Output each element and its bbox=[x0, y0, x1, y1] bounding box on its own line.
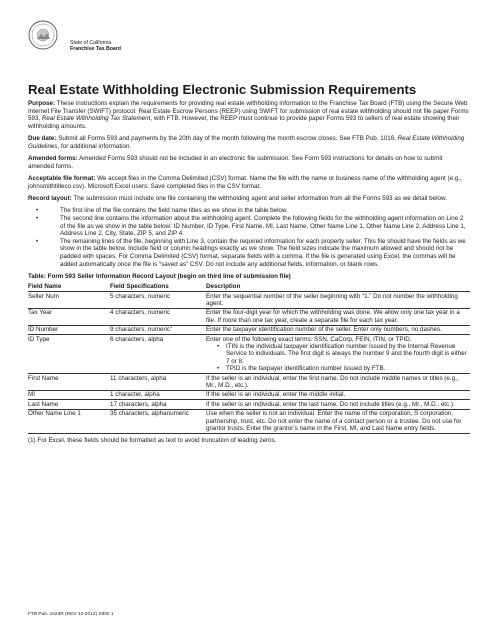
due-date-text-2: , for additional information. bbox=[57, 142, 132, 150]
subbullet-item: • TPID is the taxpayer identification number issued by FTB. bbox=[206, 365, 470, 372]
california-seal-icon bbox=[28, 20, 58, 50]
table-row bbox=[28, 390, 470, 399]
purpose-paragraph bbox=[28, 100, 470, 131]
field-name-cell: MI bbox=[28, 390, 110, 399]
description-cell: If the seller is an individual, enter the last name. Do not include titles (e.g., Mr., M.D., etc.). bbox=[206, 400, 470, 409]
record-layout-label: Record layout: bbox=[28, 194, 72, 202]
franchise-tax-board-name: Franchise Tax Board bbox=[70, 46, 121, 53]
column-header-description: Description bbox=[206, 283, 470, 292]
guidelines-title: Real Estate Withholding Guidelines bbox=[28, 135, 465, 150]
purpose-label: Purpose: bbox=[28, 100, 56, 107]
description-cell: If the seller is an individual, enter the middle initial. bbox=[206, 390, 470, 399]
field-spec-cell: 11 characters, alpha bbox=[110, 374, 206, 391]
record-layout-bullets bbox=[28, 207, 470, 268]
field-name-cell: Other Name Line 1 bbox=[28, 409, 110, 433]
field-name-cell: Seller Num bbox=[28, 292, 110, 309]
agency-header bbox=[28, 20, 188, 66]
amended-forms-label: Amended forms: bbox=[28, 155, 78, 163]
field-spec-cell: 17 characters, alpha bbox=[110, 400, 206, 409]
seller-record-layout-table bbox=[28, 283, 470, 434]
file-format-paragraph bbox=[28, 175, 470, 190]
description-cell: If the seller is an individual, enter the first name. Do not include middle names or titles (e.g., Mr., M.D., etc.). bbox=[206, 374, 470, 391]
document-title: Real Estate Withholding Electronic Submission Requirements bbox=[28, 82, 417, 97]
description-text: Enter one of the following exact terms: SSN, CaCorp, FEIN, ITIN, or TPID. bbox=[206, 335, 412, 343]
table-caption: Table: Form 593 Seller Information Record Layout (begin on third line of submission file) bbox=[28, 273, 291, 281]
description-cell bbox=[206, 335, 470, 374]
agency-name bbox=[70, 40, 121, 53]
due-date-paragraph bbox=[28, 135, 470, 150]
bullet-item: • The second line contains the information about the withholding agent. Complete the following fields for the withholding agent information on Line 2 of the file as we show in the table below: ID Number, ID Type, First Name, MI, Last Name, Other Name Line 1, Other Name Line 2, Address Line 1, Address Line 2, City, State, ZIP 5, and ZIP 4. bbox=[28, 215, 470, 238]
purpose-text-1: These instructions explain the requirements for providing real estate withholding information to the Franchise Tax Board (FTB) using the Secure Web Internet File Transfer (SWIFT) protocol. Real Estate Escrow Persons (REEP) using SWIFT for submission of real estate withholding should not file paper Forms 593, bbox=[28, 100, 469, 123]
due-date-text-1: Submit all Forms 593 and payments by the 20th day of the month following the month escrow closes. See FTB Pub. 1016, bbox=[56, 135, 398, 143]
field-name-cell: ID Type bbox=[28, 335, 110, 374]
description-cell: Use when the seller is not an individual. Enter the name of the corporation, S corporation, partnership, trust, etc. Do not enter the name of a contact person or a trustee. Do not use for grantor trusts. Enter the grantor’s name in the First, MI, and Last Name entry fields. bbox=[206, 409, 470, 433]
table-footnote: (1) For Excel, these fields should be formatted as text to avoid truncation of leading zeros. bbox=[28, 436, 277, 444]
subbullet-item: • ITIN is the individual taxpayer identification number issued by the Internal Revenue Service to individuals. The first digit is always the number 9 and the fourth digit is either 7 or 8. bbox=[206, 343, 470, 365]
due-date-label: Due date: bbox=[28, 135, 57, 143]
record-layout-text: The submission must include one file containing the withholding agent and seller information from all the Forms 593 as we detail below. bbox=[71, 194, 447, 202]
table-row bbox=[28, 292, 470, 309]
document-body bbox=[28, 100, 470, 445]
bullet-item: • The first line of the file contains the field name titles as we show in the table below. bbox=[28, 207, 470, 215]
field-spec-text: 9 characters, numeric bbox=[110, 326, 171, 334]
amended-forms-paragraph bbox=[28, 155, 470, 170]
state-name: State of California bbox=[70, 40, 112, 46]
table-row bbox=[28, 409, 470, 433]
record-layout-paragraph bbox=[28, 195, 470, 203]
table-header-row bbox=[28, 283, 470, 292]
field-spec-cell: 1 character, alpha bbox=[110, 390, 206, 399]
table-row bbox=[28, 335, 470, 374]
field-spec-cell: 6 characters, alpha bbox=[110, 335, 206, 374]
field-name-cell: Tax Year bbox=[28, 308, 110, 325]
purpose-text-2: , with FTB. However, the REEP must continue to provide paper Forms 593 to sellers of real estate showing their withholding amounts. bbox=[28, 115, 460, 130]
description-cell: Enter the sequential number of the seller beginning with “1.” Do not number the withholding agent. bbox=[206, 292, 470, 309]
amended-forms-text: Amended Forms 593 should not be included in an electronic file submission. See Form 593 instructions for details on how to submit amended forms. bbox=[28, 155, 443, 170]
column-header-field-specifications: Field Specifications bbox=[110, 283, 206, 292]
form-593-title: Real Estate Withholding Tax Statement bbox=[41, 115, 151, 123]
table-row bbox=[28, 308, 470, 325]
bullet-item: • The remaining lines of the file, beginning with Line 3, contain the required information for each property seller. This file should have the fields as we show in the table below. Include field or column headings exactly as we show. The field sizes indicate the maximum allowed and should not be padded with spaces. For Comma Delimited (CSV) format, separate fields with a comma. If the file is generated using Excel, the commas will be added automatically once the file is “saved as” CSV. Do not include any additional fields, information, or blank rows. bbox=[28, 238, 470, 269]
field-spec-cell: 35 characters, alphanumeric bbox=[110, 409, 206, 433]
file-format-label: Acceptable file format: bbox=[28, 175, 96, 183]
field-spec-cell: 4 characters, numeric bbox=[110, 308, 206, 325]
table-row bbox=[28, 400, 470, 409]
page-footer: FTB Pub. 1023R (REV 12-2012) SIDE 1 bbox=[28, 612, 114, 617]
footnote-marker: 1 bbox=[170, 324, 173, 330]
description-cell: Enter the four-digit year for which the withholding was done. We allow only one tax year in a file. If more than one tax year, create a separate file for each tax year. bbox=[206, 308, 470, 325]
file-format-text: We accept files in the Comma Delimited (CSV) format. Name the file with the name or business name of the withholding agent (e.g., johnsmithtitleco.csv). Microsoft Excel users: Save completed files in the CSV format. bbox=[28, 175, 462, 190]
field-name-cell: Last Name bbox=[28, 400, 110, 409]
field-spec-cell: 5 characters, numeric bbox=[110, 292, 206, 309]
description-cell: Enter the taxpayer identification number of the seller. Enter only numbers, no dashes. bbox=[206, 325, 470, 334]
id-type-subbullets bbox=[206, 343, 470, 373]
table-row bbox=[28, 374, 470, 391]
field-name-cell: First Name bbox=[28, 374, 110, 391]
field-name-cell: ID Number bbox=[28, 325, 110, 334]
column-header-field-name: Field Name bbox=[28, 283, 110, 292]
field-spec-cell bbox=[110, 325, 206, 334]
table-row bbox=[28, 325, 470, 334]
